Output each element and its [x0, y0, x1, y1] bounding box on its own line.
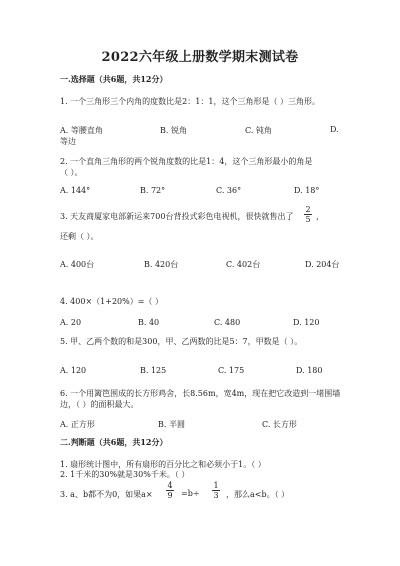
- q3-option-d: D. 204台: [305, 260, 340, 269]
- q2-option-c: C. 36°: [216, 186, 242, 195]
- question-6-stem-cont: 边，（ ）的面积最大。: [60, 400, 139, 409]
- judge3-fraction-2-numerator: 1: [213, 481, 219, 490]
- judge-1: 1. 扇形统计图中，所有扇形的百分比之和必须小于1。（ ）: [60, 460, 266, 469]
- judge3-fraction-1-denominator: 9: [167, 491, 173, 500]
- judge3-fraction-1: [165, 481, 175, 500]
- q6-option-b: B. 半圆: [158, 420, 185, 429]
- judge3-fraction-1-numerator: 4: [167, 481, 173, 490]
- q3-fraction-denominator: 5: [305, 215, 311, 224]
- question-2-stem-cont: （ ）。: [60, 168, 83, 177]
- q1-option-d: D.: [330, 125, 339, 134]
- q4-option-d: D. 120: [293, 318, 320, 327]
- judge-3-part2: =b÷: [181, 489, 200, 498]
- judge-3-part1: 3. a、b都不为0，如果a×: [60, 490, 153, 499]
- q6-option-c: C. 长方形: [262, 420, 297, 429]
- q2-option-a: A. 144°: [60, 186, 91, 195]
- section-heading-choice: 一.选择题（共6题，共12分）: [60, 74, 168, 84]
- q5-option-d: D. 180: [296, 366, 323, 375]
- q3-option-b: B. 420台: [144, 260, 179, 269]
- page-title: 2022六年级上册数学期末测试卷: [101, 50, 299, 65]
- q5-option-b: B. 125: [140, 366, 167, 375]
- q3-option-a: A. 400台: [60, 260, 95, 269]
- question-4-stem: 4. 400×（1+20%）=（ ）: [60, 297, 163, 306]
- q1-option-a: A. 等腰直角: [60, 126, 103, 135]
- judge3-fraction-2-denominator: 3: [213, 491, 219, 500]
- q4-option-a: A. 20: [60, 318, 82, 327]
- q2-option-d: D. 18°: [294, 186, 320, 195]
- q5-option-c: C. 175: [218, 366, 245, 375]
- q3-fraction-numerator: 2: [305, 205, 311, 214]
- q1-option-c: C. 钝角: [245, 126, 272, 135]
- q3-option-c: C. 402台: [226, 260, 261, 269]
- question-3-stem-comma: ，: [316, 212, 324, 221]
- q5-option-a: A. 120: [60, 366, 87, 375]
- q1-option-d-cont: 等边: [60, 137, 76, 146]
- question-5-stem: 5. 甲、乙两个数的和是300，甲、乙两数的比是5：7，甲数是（ ）。: [60, 337, 303, 346]
- judge-3-part3: ，那么a<b。（ ）: [226, 490, 290, 499]
- q4-option-b: B. 40: [138, 318, 160, 327]
- q3-fraction: [303, 205, 313, 224]
- q6-option-a: A. 正方形: [60, 420, 95, 429]
- question-3-stem-cont: 还剩（ ）。: [60, 232, 99, 241]
- question-2-stem: 2. 一个直角三角形的两个锐角度数的比是1：4，这个三角形最小的角是: [60, 157, 313, 166]
- question-3-stem: 3. 天友商厦家电部新运来700台背投式彩色电视机，很快就售出了: [60, 212, 294, 221]
- judge-2: 2. 1千米的30%就是30%千米。（ ）: [60, 470, 190, 479]
- q1-option-b: B. 锐角: [160, 126, 187, 135]
- question-6-stem: 6. 一个用篱笆围成的长方形鸡舍，长8.56m，宽4m，现在把它改造到一堵围墙: [60, 389, 341, 398]
- q4-option-c: C. 480: [214, 318, 241, 327]
- question-1-stem: 1. 一个三角形三个内角的度数比是2：1：1，这个三角形是（ ）三角形。: [60, 97, 320, 106]
- section-heading-judge: 二.判断题（共6题，共12分）: [60, 437, 168, 447]
- q2-option-b: B. 72°: [140, 186, 166, 195]
- judge3-fraction-2: [211, 481, 221, 500]
